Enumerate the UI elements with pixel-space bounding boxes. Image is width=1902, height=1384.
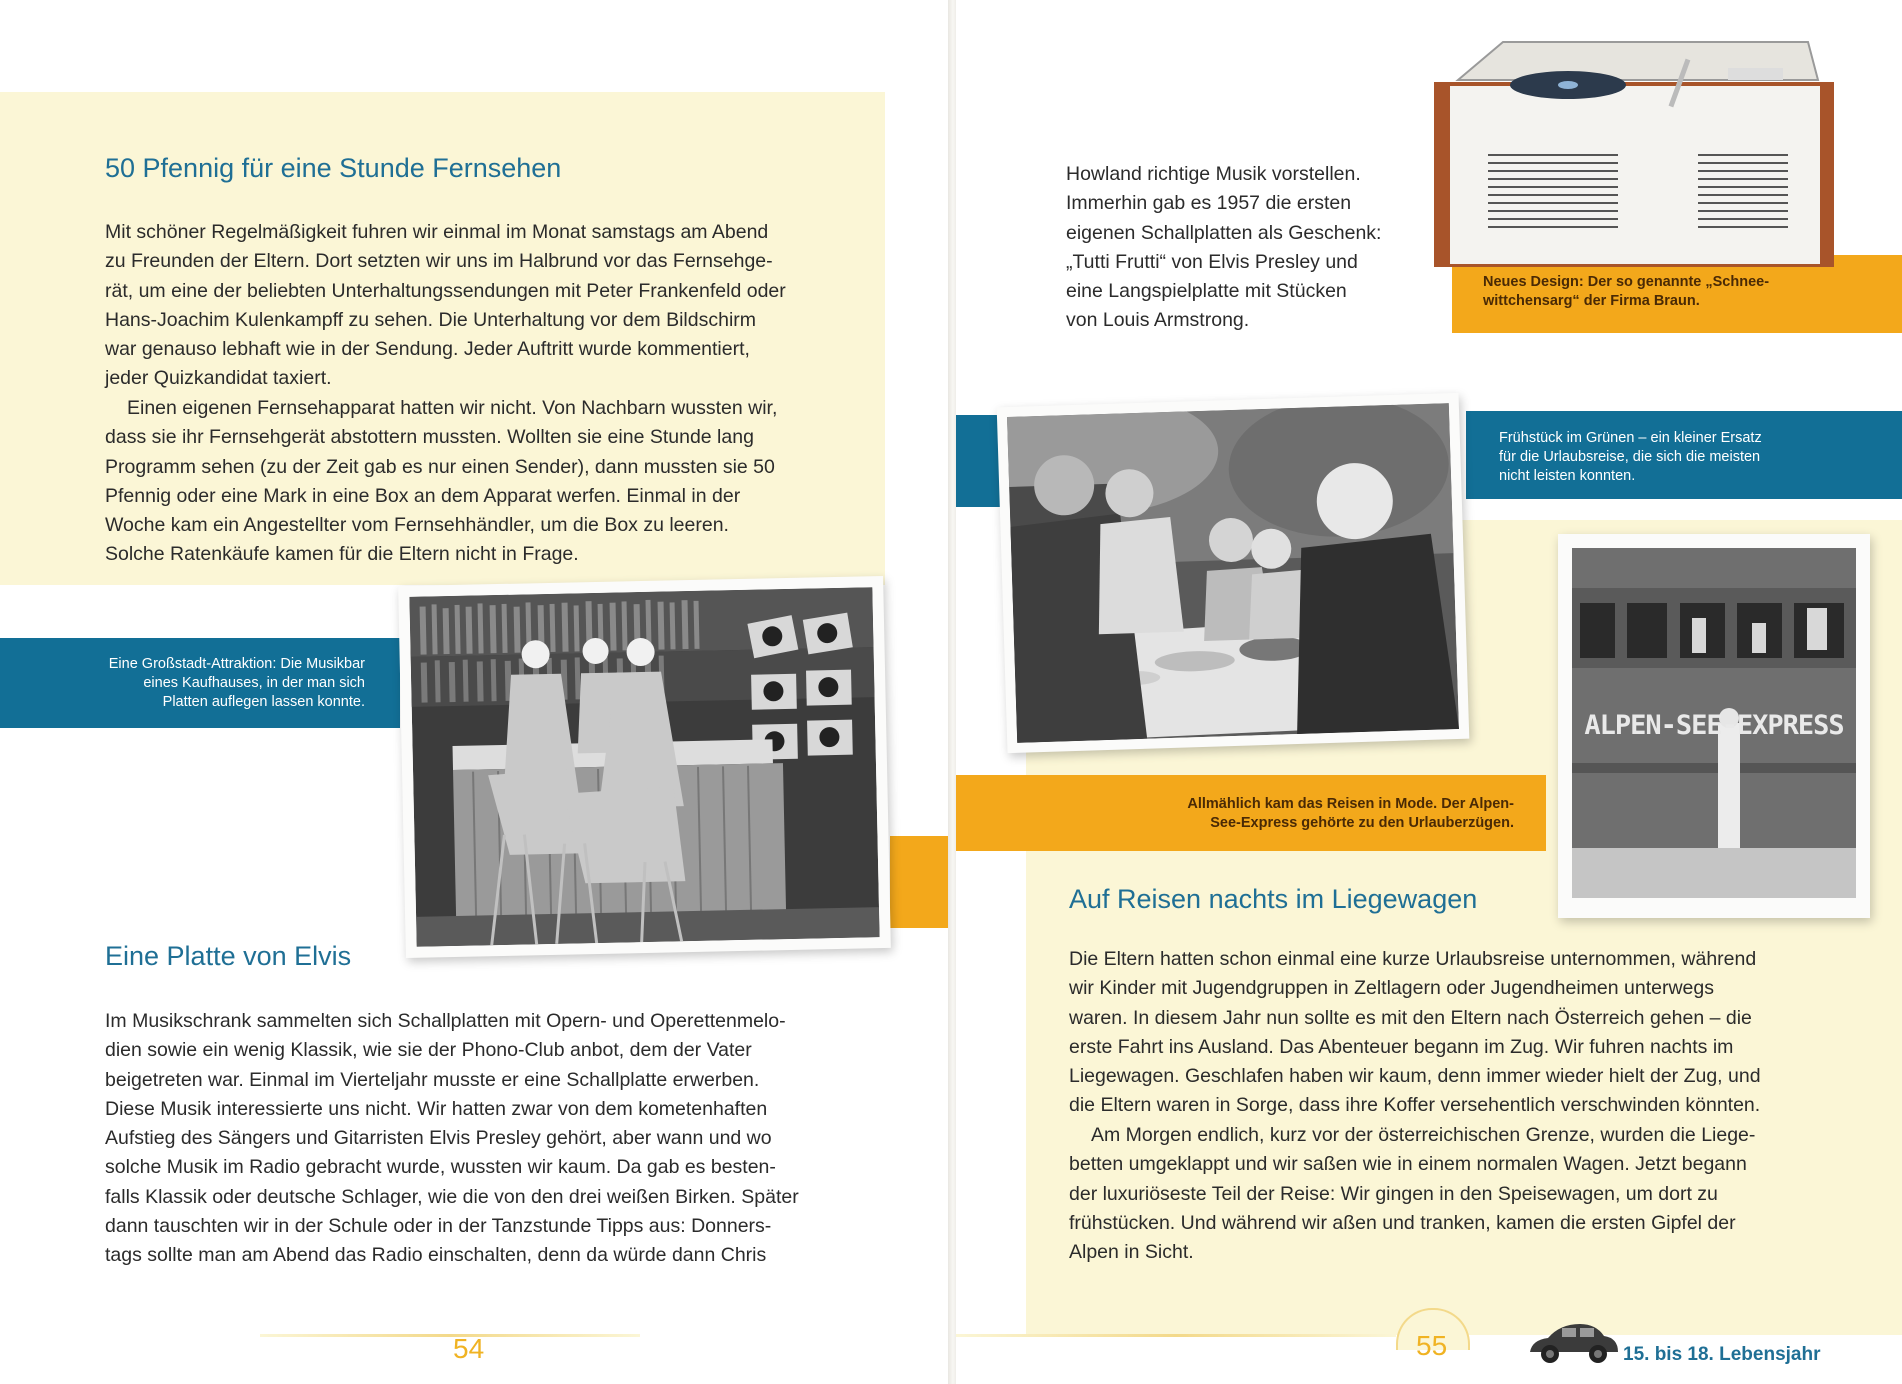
right-page xyxy=(956,0,1902,1384)
record-player-caption: Neues Design: Der so genannte „Schnee- wittchensarg“ der Firma Braun. xyxy=(1452,255,1902,333)
section-heading-fernsehen: 50 Pfennig für eine Stunde Fernsehen xyxy=(105,153,562,183)
paragraph-continuation: Howland richtige Musik vorstellen. Immerhin gab es 1957 die ersten eigenen Schallplatten als Geschenk: „Tutti Frutti“ von Elvis Presley und eine Langspielplatte mit Stücken von Louis Armstrong. xyxy=(1066,163,1382,332)
footer-rule-left xyxy=(260,1334,640,1337)
footer-rule-right xyxy=(956,1334,1396,1337)
paragraph-liegewagen-1: Die Eltern hatten schon einmal eine kurze Urlaubsreise unternommen, während wir Kinder mit Jugendgruppen in Zeltlagern oder Jugendheimen unterwegs waren. In diesem Jahr nun sollte es mit den Eltern nach Österreich gehen – die erste Fahrt ins Ausland. Das Abenteuer begann im Zug. Wir fuhren nachts im Liegewagen. Geschlafen haben wir kaum, denn immer wieder hielt der Zug, und die Eltern waren in Sorge, dass ihre Koffer versehentlich verschwinden könnten. xyxy=(1069,948,1761,1117)
paragraph-elvis: Im Musikschrank sammelten sich Schallplatten mit Opern- und Operettenmelo- dien sowie ein wenig Klassik, wie sie der Phono-Club anbot, dem der Vater beigetreten war. Einmal im Vierteljahr musste er eine Schallplatte erwerben. Diese Musik interessierte uns nicht. Wir hatten zwar von dem kometenhaften Aufstieg des Sängers und Gitarristen Elvis Presley gehört, aber wann und wo solche Musik im Radio gebracht wurde, wussten wir kaum. Da gab es besten- falls Klassik oder deutsche Schlager, wie die von den drei weißen Birken. Später dann tauschten wir in der Schule oder in der Tanzstunde Tipps aus: Donners- tags sollte man am Abend das Radio einschalten, denn da würde dann Chris xyxy=(105,1010,799,1267)
picnic-caption: Frühstück im Grünen – ein kleiner Ersatz für die Urlaubsreise, die sich die meisten nicht leisten konnten. xyxy=(1466,411,1902,499)
record-player-image xyxy=(1428,30,1848,268)
musicbar-photo-image xyxy=(409,587,879,947)
picnic-photo xyxy=(997,393,1470,753)
blue-accent-bar xyxy=(956,415,1001,507)
musicbar-caption: Eine Großstadt-Attraktion: Die Musikbar eines Kaufhauses, in der man sich Platten auflegen lassen konnte. xyxy=(0,638,400,728)
paragraph-fernsehen-2: Einen eigenen Fernsehapparat hatten wir nicht. Von Nachbarn wussten wir, dass sie ihr Fernsehgerät abstottern mussten. Wollten sie eine Stunde lang Programm sehen (zu der Zeit gab es nur einen Sender), dann mussten sie 50 Pfennig oder eine Mark in eine Box an dem Apparat werfen. Einmal in der Woche kam ein Angestellter vom Fernsehhändler, um die Box zu leeren. Solche Ratenkäufe kamen für die Eltern nicht in Frage. xyxy=(105,397,778,566)
chapter-label: 15. bis 18. Lebensjahr xyxy=(1623,1344,1821,1365)
vintage-car-icon xyxy=(1526,1318,1622,1368)
musicbar-photo xyxy=(398,576,891,958)
orange-accent-bar xyxy=(890,836,950,928)
train-photo xyxy=(1558,534,1870,918)
page-number-right: 55 xyxy=(1416,1330,1448,1361)
train-sign: ALPEN-SEE-EXPRESS xyxy=(1584,710,1844,741)
page-number-left: 54 xyxy=(453,1333,485,1364)
section-heading-liegewagen: Auf Reisen nachts im Liegewagen xyxy=(1069,884,1478,914)
picnic-photo-image xyxy=(1007,403,1459,743)
train-caption: Allmählich kam das Reisen in Mode. Der Alpen- See-Express gehörte zu den Urlauberzügen. xyxy=(956,775,1546,851)
section-heading-elvis: Eine Platte von Elvis xyxy=(105,941,352,971)
left-page xyxy=(0,0,950,1384)
paragraph-fernsehen-1: Mit schöner Regelmäßigkeit fuhren wir einmal im Monat samstags am Abend zu Freunden der Eltern. Dort setzten wir uns im Halbrund vor das Fernsehge- rät, um eine der beliebten Unterhaltungssendungen mit Peter Frankenfeld oder Hans-Joachim Kulenkampff zu sehen. Die Unterhaltung vor dem Bildschirm war genauso lebhaft wie in der Sendung. Jeder Auftritt wurde kommentiert, jeder Quizkandidat taxiert. xyxy=(105,221,786,390)
paragraph-liegewagen-2: Am Morgen endlich, kurz vor der österreichischen Grenze, wurden die Liege- betten umgeklappt und wir saßen wie in einem normalen Wagen. Jetzt begann der luxuriöseste Teil der Reise: Wir gingen in den Speisewagen, um dort zu frühstücken. Und während wir aßen und tranken, kamen die ersten Gipfel der Alpen in Sicht. xyxy=(1069,1124,1756,1264)
